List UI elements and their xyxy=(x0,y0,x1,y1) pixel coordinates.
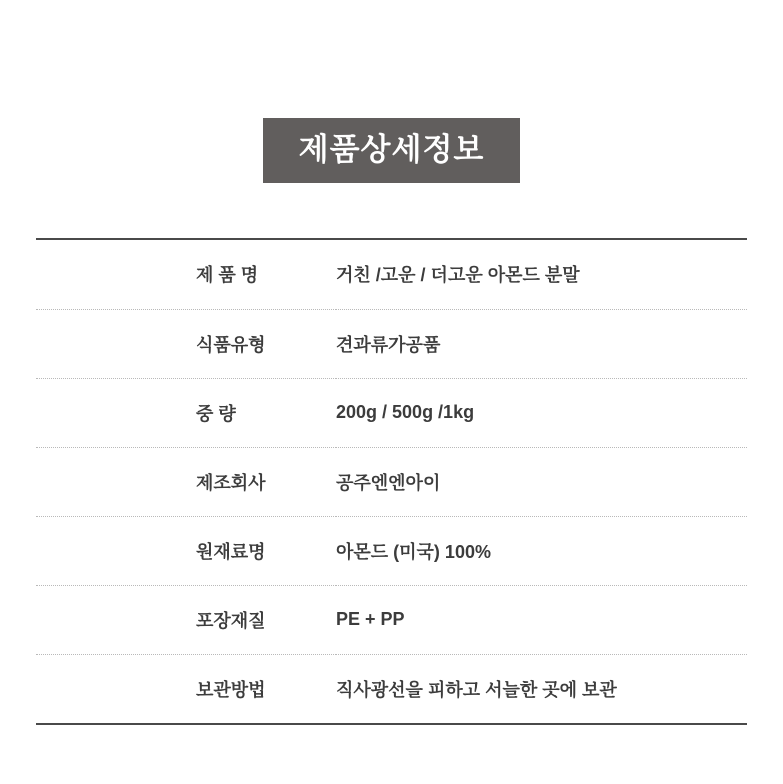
spec-value: PE + PP xyxy=(336,585,747,654)
spec-label: 원재료명 xyxy=(36,516,336,585)
spec-value: 아몬드 (미국) 100% xyxy=(336,516,747,585)
spec-value: 견과류가공품 xyxy=(336,309,747,378)
spec-label: 제조회사 xyxy=(36,447,336,516)
spec-value: 거친 /고운 / 더고운 아몬드 분말 xyxy=(336,265,580,286)
spec-label: 중 량 xyxy=(36,378,336,447)
page-title: 제품상세정보 xyxy=(263,118,521,183)
spec-label: 식품유형 xyxy=(36,309,336,378)
product-spec-table xyxy=(36,240,747,723)
spec-table-container xyxy=(36,238,747,725)
table-row xyxy=(36,516,747,585)
table-row xyxy=(36,447,747,516)
spec-value: 직사광선을 피하고 서늘한 곳에 보관 xyxy=(336,654,747,723)
spec-label: 보관방법 xyxy=(36,654,336,723)
table-row xyxy=(36,309,747,378)
table-row xyxy=(36,654,747,723)
spec-label: 포장재질 xyxy=(36,585,336,654)
table-row xyxy=(36,240,747,309)
spec-value: 공주엔엔아이 xyxy=(336,447,747,516)
page-title-container xyxy=(0,118,783,183)
spec-value: 200g / 500g /1kg xyxy=(336,378,747,447)
table-row xyxy=(36,378,747,447)
table-bottom-rule xyxy=(36,723,747,725)
spec-label: 제 품 명 xyxy=(196,265,259,286)
table-row xyxy=(36,585,747,654)
